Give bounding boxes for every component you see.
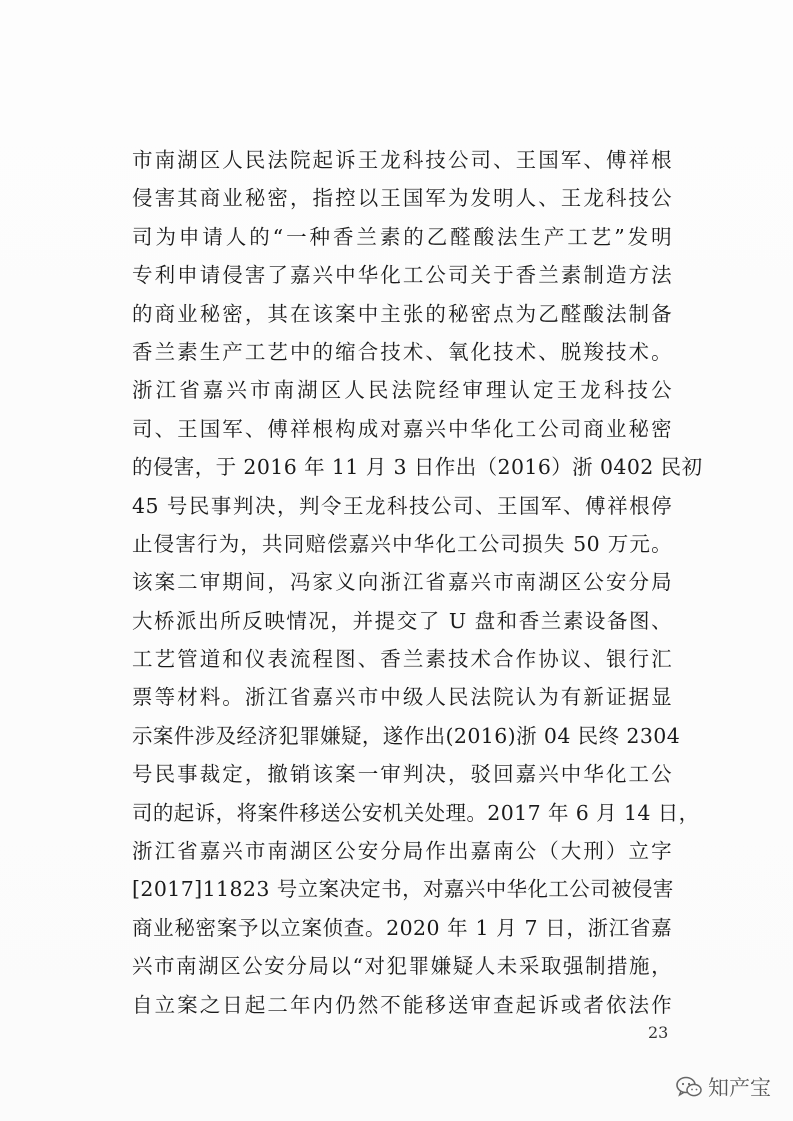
text-line: 自立案之日起二年内仍然不能移送审查起诉或者依法作	[132, 992, 672, 1017]
text-line: 香兰素生产工艺中的缩合技术、氧化技术、脱羧技术。	[132, 339, 672, 364]
text-line: 专利申请侵害了嘉兴中华化工公司关于香兰素制造方法	[132, 263, 672, 288]
text-line: 司为申请人的“一种香兰素的乙醛酸法生产工艺”发明	[132, 224, 672, 249]
text-line: 兴市南湖区公安分局以“对犯罪嫌疑人未采取强制措施，	[132, 954, 672, 979]
page-number: 23	[648, 1023, 669, 1042]
text-line: 司的起诉，将案件移送公安机关处理。2017 年 6 月 14 日，	[132, 800, 700, 825]
watermark	[676, 1072, 771, 1102]
watermark-text: 知产宝	[708, 1076, 771, 1100]
text-line: [2017]11823 号立案决定书，对嘉兴中华化工公司被侵害	[132, 877, 674, 902]
text-line: 浙江省嘉兴市南湖区人民法院经审理认定王龙科技公	[132, 378, 672, 403]
text-line: 司、王国军、傅祥根构成对嘉兴中华化工公司商业秘密	[132, 416, 672, 441]
text-line: 号民事裁定，撤销该案一审判决，驳回嘉兴中华化工公	[132, 762, 672, 787]
body-text	[132, 141, 703, 1024]
text-line: 示案件涉及经济犯罪嫌疑，遂作出(2016)浙 04 民终 2304	[132, 723, 681, 748]
text-line: 工艺管道和仪表流程图、香兰素技术合作协议、银行汇	[132, 647, 672, 672]
text-line: 浙江省嘉兴市南湖区公安分局作出嘉南公（大刑）立字	[132, 839, 672, 864]
text-line: 的商业秘密，其在该案中主张的秘密点为乙醛酸法制备	[132, 301, 672, 326]
text-line: 大桥派出所反映情况，并提交了 U 盘和香兰素设备图、	[132, 608, 672, 633]
text-line: 侵害其商业秘密，指控以王国军为发明人、王龙科技公	[132, 186, 672, 211]
text-line: 止侵害行为，共同赔偿嘉兴中华化工公司损失 50 万元。	[132, 531, 672, 556]
text-line: 市南湖区人民法院起诉王龙科技公司、王国军、傅祥根	[132, 148, 672, 172]
text-line: 该案二审期间，冯家义向浙江省嘉兴市南湖区公安分局	[132, 570, 672, 595]
text-line: 票等材料。浙江省嘉兴市中级人民法院认为有新证据显	[132, 685, 672, 710]
text-line: 的侵害，于 2016 年 11 月 3 日作出（2016）浙 0402 民初	[132, 455, 703, 480]
text-line: 45 号民事判决，判令王龙科技公司、王国军、傅祥根停	[132, 493, 672, 518]
wechat-icon	[676, 1076, 702, 1098]
text-line: 商业秘密案予以立案侦查。2020 年 1 月 7 日，浙江省嘉	[132, 915, 672, 940]
